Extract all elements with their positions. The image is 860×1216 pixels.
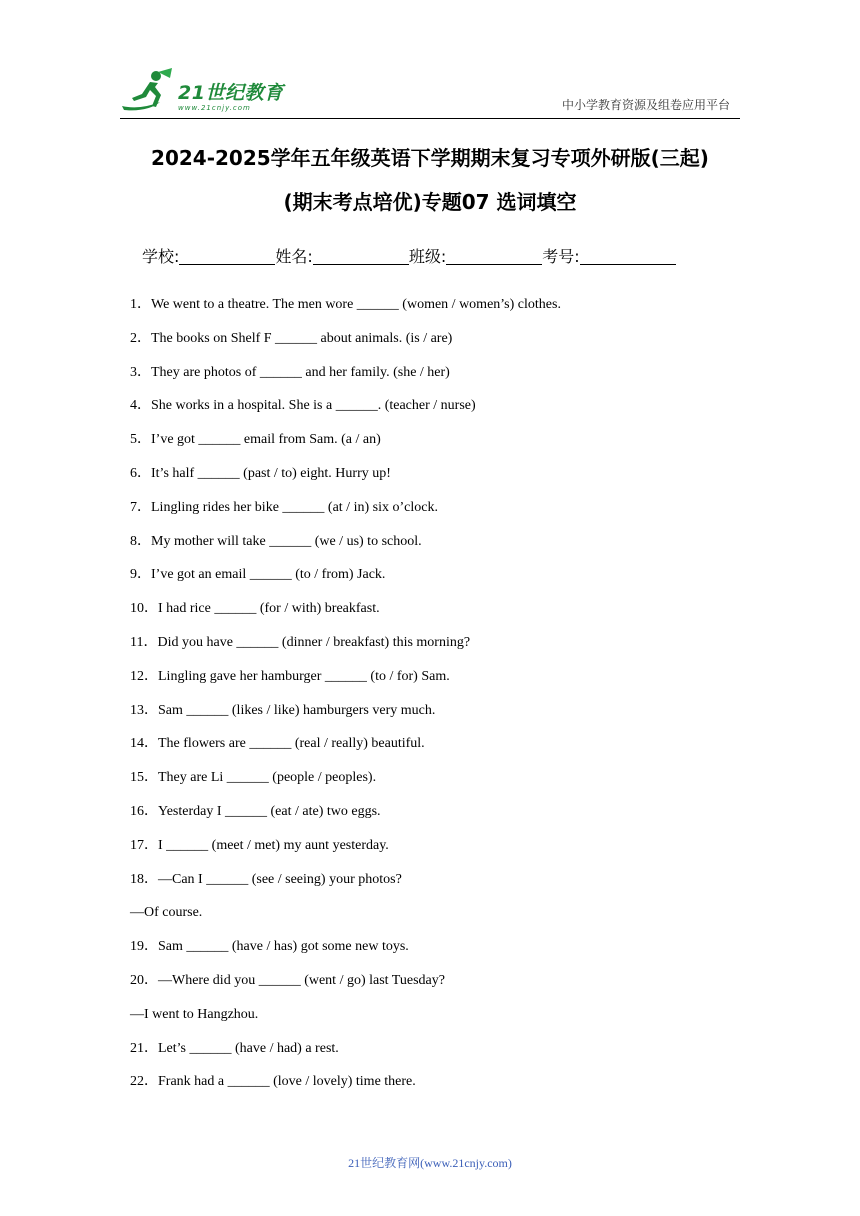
exam-no-blank[interactable] (580, 248, 676, 265)
question-list (130, 294, 750, 1105)
question-item: 19．Sam ______ (have / has) got some new toys. (130, 939, 409, 955)
question-item: 2．The books on Shelf F ______ about animals. (is / are) (130, 330, 453, 346)
question-item: 11．Did you have ______ (dinner / breakfast) this morning? (130, 634, 471, 650)
page-footer: 21世纪教育网(www.21cnjy.com) (348, 1156, 512, 1170)
question-item: 6．It’s half ______ (past / to) eight. Hurry up! (130, 465, 391, 481)
class-label: 班级: (408, 247, 447, 266)
question-item: 13．Sam ______ (likes / like) hamburgers very much. (130, 702, 436, 718)
answer-line: —I went to Hangzhou. (130, 1006, 259, 1022)
question-item: 20．—Where did you ______ (went / go) last Tuesday? (130, 972, 445, 988)
student-info-row (142, 244, 676, 267)
class-blank[interactable] (446, 248, 542, 265)
question-item: 10．I had rice ______ (for / with) breakfast. (130, 601, 380, 617)
question-item: 21．Let’s ______ (have / had) a rest. (130, 1040, 339, 1056)
school-label: 学校: (142, 247, 180, 266)
page-header (0, 0, 860, 120)
platform-tagline: 中小学教育资源及组卷应用平台 (561, 98, 730, 112)
question-item: 8．My mother will take ______ (we / us) to school. (130, 533, 422, 549)
header-divider (120, 118, 740, 119)
question-item: 15．They are Li ______ (people / peoples). (130, 770, 377, 786)
runner-logo-icon (120, 66, 176, 116)
page-title-line2: (期末考点培优)专题07 选词填空 (283, 190, 577, 214)
question-item: 7．Lingling rides her bike ______ (at / in) six o’clock. (130, 499, 438, 515)
question-item: 22．Frank had a ______ (love / lovely) time there. (130, 1074, 416, 1090)
question-item: 3．They are photos of ______ and her family. (she / her) (130, 364, 450, 380)
question-item: 1．We went to a theatre. The men wore ______ (women / women’s) clothes. (130, 297, 561, 312)
question-item: 17．I ______ (meet / met) my aunt yesterday. (130, 837, 389, 853)
name-label: 姓名: (275, 247, 313, 266)
exam-no-label: 考号: (542, 247, 580, 266)
question-item: 16．Yesterday I ______ (eat / ate) two eggs. (130, 803, 381, 819)
question-item: 5．I’ve got ______ email from Sam. (a / an) (130, 432, 381, 448)
page-title-line1: 2024-2025学年五年级英语下学期期末复习专项外研版(三起) (151, 146, 709, 170)
question-item: 18．—Can I ______ (see / seeing) your photos? (130, 871, 402, 887)
name-blank[interactable] (313, 248, 409, 265)
answer-line: —Of course. (130, 905, 203, 921)
logo-text: 21世纪教育 (178, 82, 284, 104)
school-blank[interactable] (179, 248, 275, 265)
question-item: 9．I’ve got an email ______ (to / from) Jack. (130, 567, 386, 583)
question-item: 14．The flowers are ______ (real / really) beautiful. (130, 736, 425, 752)
logo (120, 66, 300, 116)
question-item: 12．Lingling gave her hamburger ______ (to / for) Sam. (130, 668, 450, 684)
question-item: 4．She works in a hospital. She is a ______. (teacher / nurse) (130, 398, 476, 414)
logo-url: www.21cnjy.com (178, 104, 251, 112)
